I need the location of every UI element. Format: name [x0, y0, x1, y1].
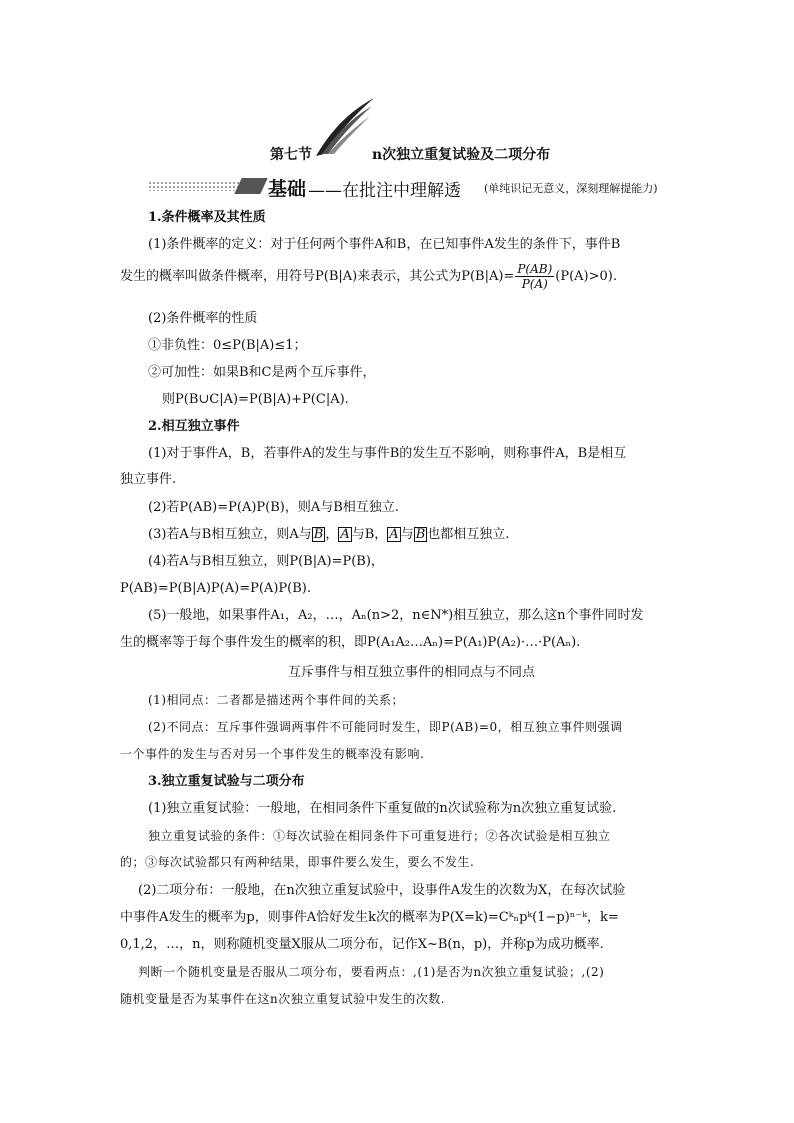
- fraction-numerator: P(AB): [517, 262, 553, 276]
- fraction-denominator: P(A): [521, 277, 548, 291]
- s1-prop2b: 则P(B∪C|A)=P(B|A)+P(C|A).: [162, 392, 349, 407]
- s1-p1-line1: (1)条件概率的定义：对于任何两个事件A和B，在已知事件A发生的条件下，事件B: [148, 237, 621, 252]
- swoosh-logo: [312, 96, 376, 160]
- s1-p1-line2-pre: 发生的概率叫做条件概率，用符号P(B|A)来表示，其公式为P(B|A)=: [120, 269, 515, 284]
- s2-p3-b: ，: [325, 527, 339, 542]
- s2-p5-line1: (5)一般地，如果事件A₁，A₂，…，Aₙ(n>2，n∈N*)相互独立，那么这n个事件同时发: [148, 608, 644, 623]
- conditional-prob-fraction: [515, 262, 554, 291]
- compare-diff-line2: 一个事件的发生与否对另一个事件发生的概率没有影响.: [120, 747, 425, 761]
- compare-title: 互斥事件与相互独立事件的相同点与不同点: [288, 665, 536, 680]
- s2-p3-d: 与: [400, 527, 414, 542]
- banner-bar: [234, 178, 267, 194]
- complement-b-box: B: [313, 527, 324, 542]
- s2-heading: 2.相互独立事件: [148, 419, 240, 434]
- s3-p2-line2: 中事件A发生的概率为p，则事件A恰好发生k次的概率为P(X=k)=Cᵏₙpᵏ(1−p)ⁿ⁻ᵏ，k=: [120, 910, 619, 925]
- banner-note: (单纯识记无意义，深刻理解提能力): [484, 182, 658, 195]
- s3-heading: 3.独立重复试验与二项分布: [148, 774, 305, 789]
- complement-a-box: A: [340, 527, 350, 542]
- s2-p4-line1: (4)若A与B相互独立，则P(B|A)=P(B)，: [148, 554, 384, 569]
- banner-title: 基础: [268, 178, 307, 200]
- s3-judge-line2: 随机变量是否为某事件在这n次独立重复试验中发生的次数.: [120, 992, 446, 1006]
- s2-p1-line1: (1)对于事件A，B，若事件A的发生与事件B的发生互不影响，则称事件A，B是相互: [148, 446, 627, 461]
- s3-p2-line1: (2)二项分布：一般地，在n次独立重复试验中，设事件A发生的次数为X，在每次试验: [138, 883, 626, 898]
- s2-p3-c: 与B，: [351, 527, 388, 542]
- s3-cond-line2: 的；③每次试验都只有两种结果，即事件要么发生，要么不发生.: [120, 855, 475, 869]
- s1-p1-line2: [120, 262, 617, 291]
- banner-subtitle: ——在批注中理解透: [308, 181, 461, 201]
- s3-judge-line1: 判断一个随机变量是否服从二项分布，要看两点：,(1)是否为n次独立重复试验；,(2): [138, 965, 605, 979]
- s2-p3: [148, 525, 509, 545]
- s3-p1: (1)独立重复试验：一般地，在相同条件下重复做的n次试验称为n次独立重复试验.: [148, 801, 617, 816]
- complement-b-box-2: B: [415, 527, 426, 542]
- s3-cond-line1: 独立重复试验的条件：①每次试验在相同条件下可重复进行；②各次试验是相互独立: [148, 829, 611, 843]
- banner-dots: [148, 181, 243, 191]
- s1-prop1: ①非负性：0≤P(B|A)≤1；: [148, 338, 307, 353]
- s3-p2-line3: 0,1,2，…，n，则称随机变量X服从二项分布，记作X~B(n，p)，并称p为成功概率.: [120, 937, 604, 952]
- compare-diff-line1: (2)不同点：互斥事件强调两事件不可能同时发生，即P(AB)=0，相互独立事件则强调: [148, 720, 623, 734]
- section-title: n次独立重复试验及二项分布: [372, 147, 551, 163]
- s2-p5-line2: 生的概率等于每个事件发生的概率的积，即P(A₁A₂…Aₙ)=P(A₁)P(A₂)·…·P(Aₙ).: [120, 635, 581, 650]
- complement-a-box-2: A: [389, 527, 399, 542]
- s2-p3-a: (3)若A与B相互独立，则A与: [148, 527, 312, 542]
- s2-p4-line2: P(AB)=P(B|A)P(A)=P(A)P(B).: [120, 581, 311, 596]
- s2-p2: (2)若P(AB)=P(A)P(B)，则A与B相互独立.: [148, 500, 399, 515]
- s1-p2-heading: (2)条件概率的性质: [148, 311, 258, 326]
- s1-prop2: ②可加性：如果B和C是两个互斥事件，: [148, 365, 376, 380]
- compare-same: (1)相同点：二者都是描述两个事件间的关系；: [148, 693, 404, 707]
- section-number: 第七节: [270, 147, 312, 163]
- s2-p3-e: 也都相互独立.: [427, 527, 510, 542]
- s2-p1-line2: 独立事件.: [120, 472, 177, 487]
- s1-heading: 1.条件概率及其性质: [148, 210, 266, 225]
- s1-p1-line2-post: (P(A)>0).: [555, 269, 617, 284]
